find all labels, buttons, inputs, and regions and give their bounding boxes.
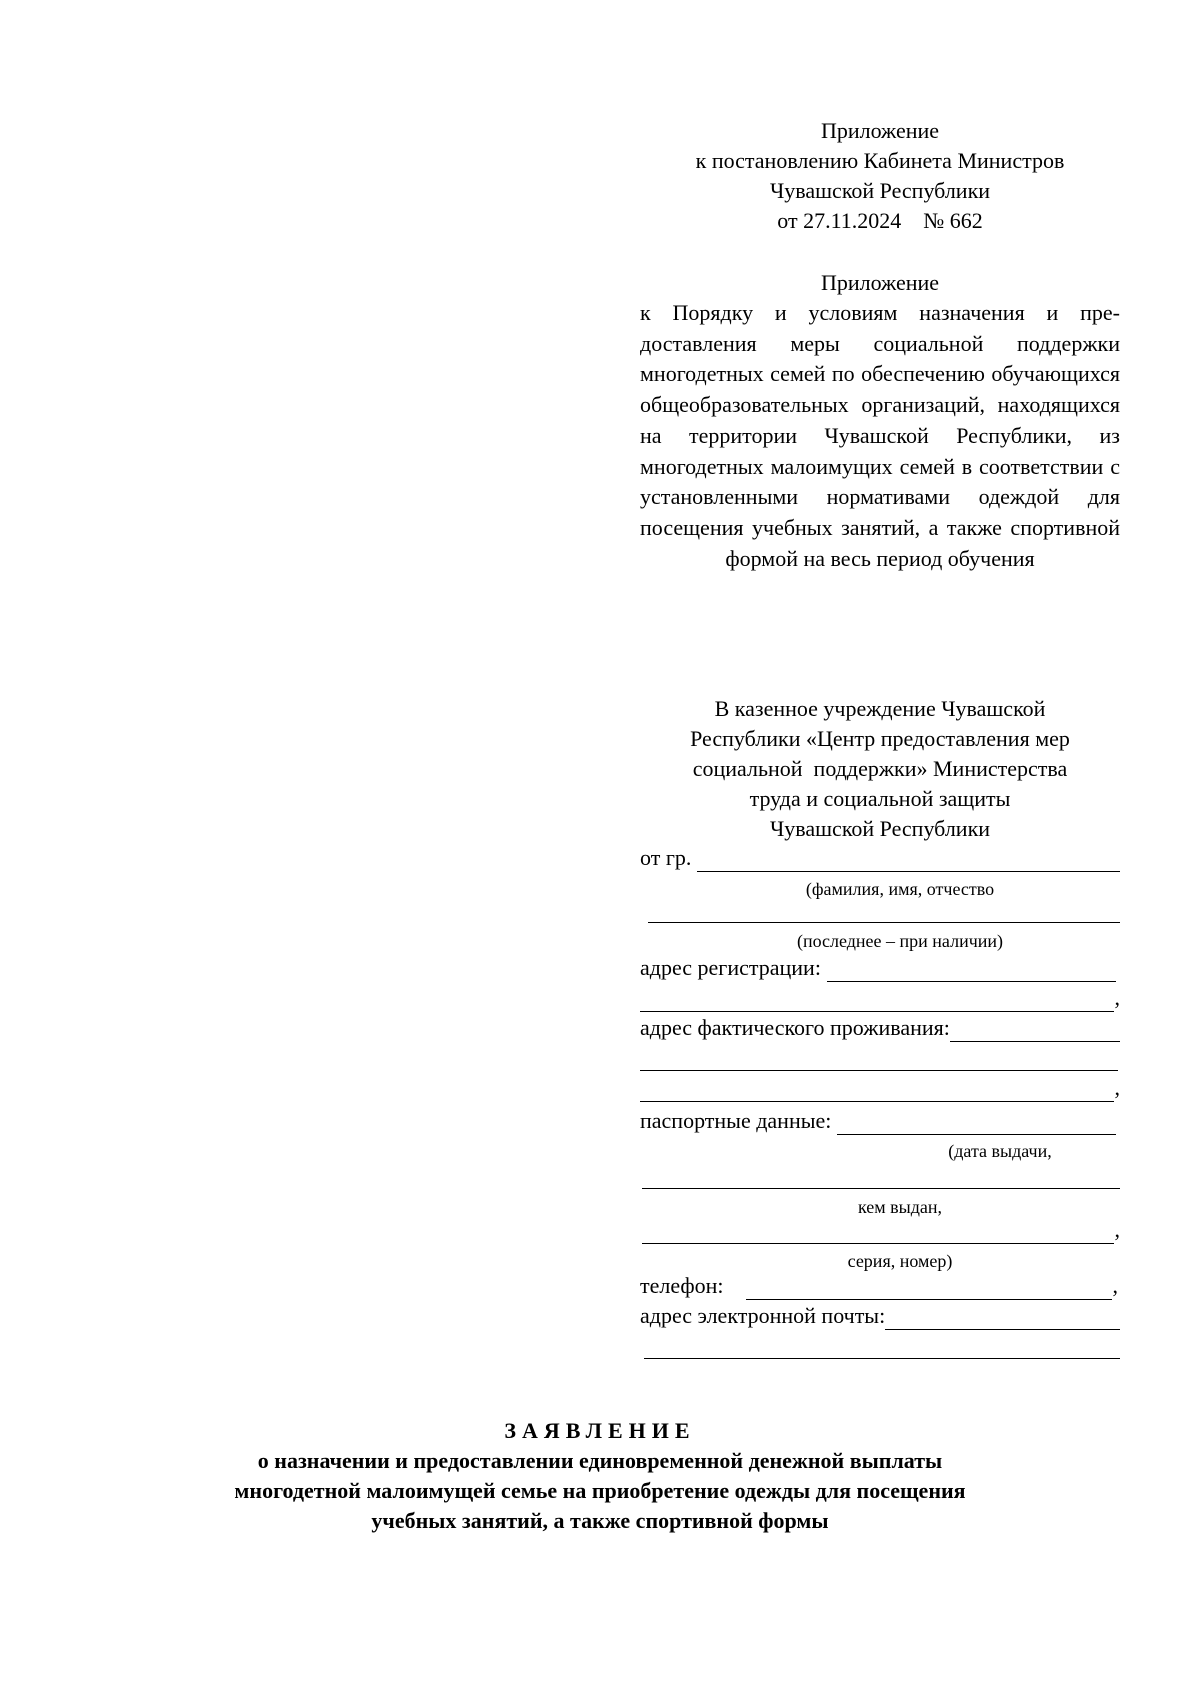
comma: , bbox=[1114, 1075, 1120, 1100]
comma: , bbox=[1112, 1273, 1118, 1298]
appendix-republic: Чувашской Республики bbox=[769, 178, 991, 203]
appendix-resolution-ref: к постановлению Кабинета Министров bbox=[695, 148, 1065, 173]
statement-subtitle-line: о назначении и предоставлении единовременной денежной выплаты bbox=[257, 1448, 943, 1473]
fio-hint: (фамилия, имя, отчество bbox=[805, 879, 995, 899]
fio-field-continued[interactable] bbox=[648, 922, 1120, 923]
statement-subtitle-line: многодетной малоимущей семье на приобретение одежды для посещения bbox=[234, 1478, 966, 1503]
actual-address-row bbox=[640, 1014, 1120, 1042]
passport-row-3 bbox=[642, 1216, 1120, 1244]
from-citizen-label: от гр. bbox=[640, 845, 692, 870]
passport-hint-series: серия, номер) bbox=[847, 1251, 953, 1271]
reg-address-row-2 bbox=[640, 984, 1120, 1012]
appendix-procedure-title: Приложение bbox=[820, 270, 940, 295]
fio-hint-continued: (последнее – при наличии) bbox=[796, 931, 1004, 951]
statement-subtitle-line: учебных занятий, а также спортивной формы bbox=[371, 1508, 829, 1533]
addressee-line: труда и социальной защиты bbox=[749, 786, 1011, 811]
appendix-procedure-text: к Порядку и условиям назначения и предоставления меры социальной поддержки многодетных семей по обеспечению обучающихся общеобразовательных организаций, находящихся на территории Чувашской Республики, из многодетных малоимущих семей в соответствии с установленными нормативами одеждой для посещения учебных занятий, а также спортивной формой на весь период обучения bbox=[640, 300, 1120, 571]
passport-hint-date: (дата выдачи, bbox=[948, 1141, 1052, 1161]
email-label: адрес электронной почты: bbox=[640, 1303, 886, 1328]
phone-label: телефон: bbox=[640, 1273, 724, 1298]
fio-field[interactable] bbox=[697, 851, 1120, 872]
addressee-line: В казенное учреждение Чувашской bbox=[714, 696, 1046, 721]
email-field-continued[interactable] bbox=[644, 1358, 1120, 1359]
actual-address-field-continued[interactable] bbox=[640, 1070, 1118, 1071]
appendix-title: Приложение bbox=[820, 118, 940, 143]
reg-address-row bbox=[640, 954, 1116, 982]
actual-address-field[interactable] bbox=[950, 1021, 1120, 1042]
passport-issued-by-field[interactable] bbox=[642, 1188, 1120, 1189]
reg-address-field[interactable] bbox=[827, 961, 1116, 982]
email-row bbox=[640, 1302, 1120, 1330]
addressee-line: Республики «Центр предоставления мер bbox=[690, 726, 1070, 751]
reg-address-label: адрес регистрации: bbox=[640, 955, 821, 980]
statement-title-block bbox=[120, 1416, 1080, 1536]
comma: , bbox=[1114, 1217, 1120, 1242]
passport-hint-issued-by: кем выдан, bbox=[857, 1197, 943, 1217]
passport-row bbox=[640, 1107, 1116, 1135]
comma: , bbox=[1114, 985, 1120, 1010]
appendix-date-number: от 27.11.2024 № 662 bbox=[777, 208, 983, 233]
passport-field[interactable] bbox=[837, 1114, 1116, 1135]
passport-series-field[interactable] bbox=[642, 1223, 1114, 1244]
actual-address-field-end[interactable] bbox=[640, 1081, 1114, 1102]
actual-address-label: адрес фактического проживания: bbox=[640, 1015, 950, 1040]
email-field[interactable] bbox=[885, 1309, 1120, 1330]
appendix-header-resolution bbox=[640, 116, 1120, 236]
from-citizen-row bbox=[640, 844, 1120, 872]
actual-address-row-3 bbox=[640, 1074, 1120, 1102]
passport-label: паспортные данные: bbox=[640, 1108, 832, 1133]
reg-address-field-continued[interactable] bbox=[640, 991, 1114, 1012]
addressee-line: Чувашской Республики bbox=[769, 816, 991, 841]
addressee-line: социальной поддержки» Министерства bbox=[692, 756, 1068, 781]
statement-heading: ЗАЯВЛЕНИЕ bbox=[504, 1418, 696, 1443]
phone-row bbox=[640, 1272, 1118, 1300]
phone-field[interactable] bbox=[746, 1279, 1112, 1300]
addressee-block bbox=[640, 694, 1120, 844]
